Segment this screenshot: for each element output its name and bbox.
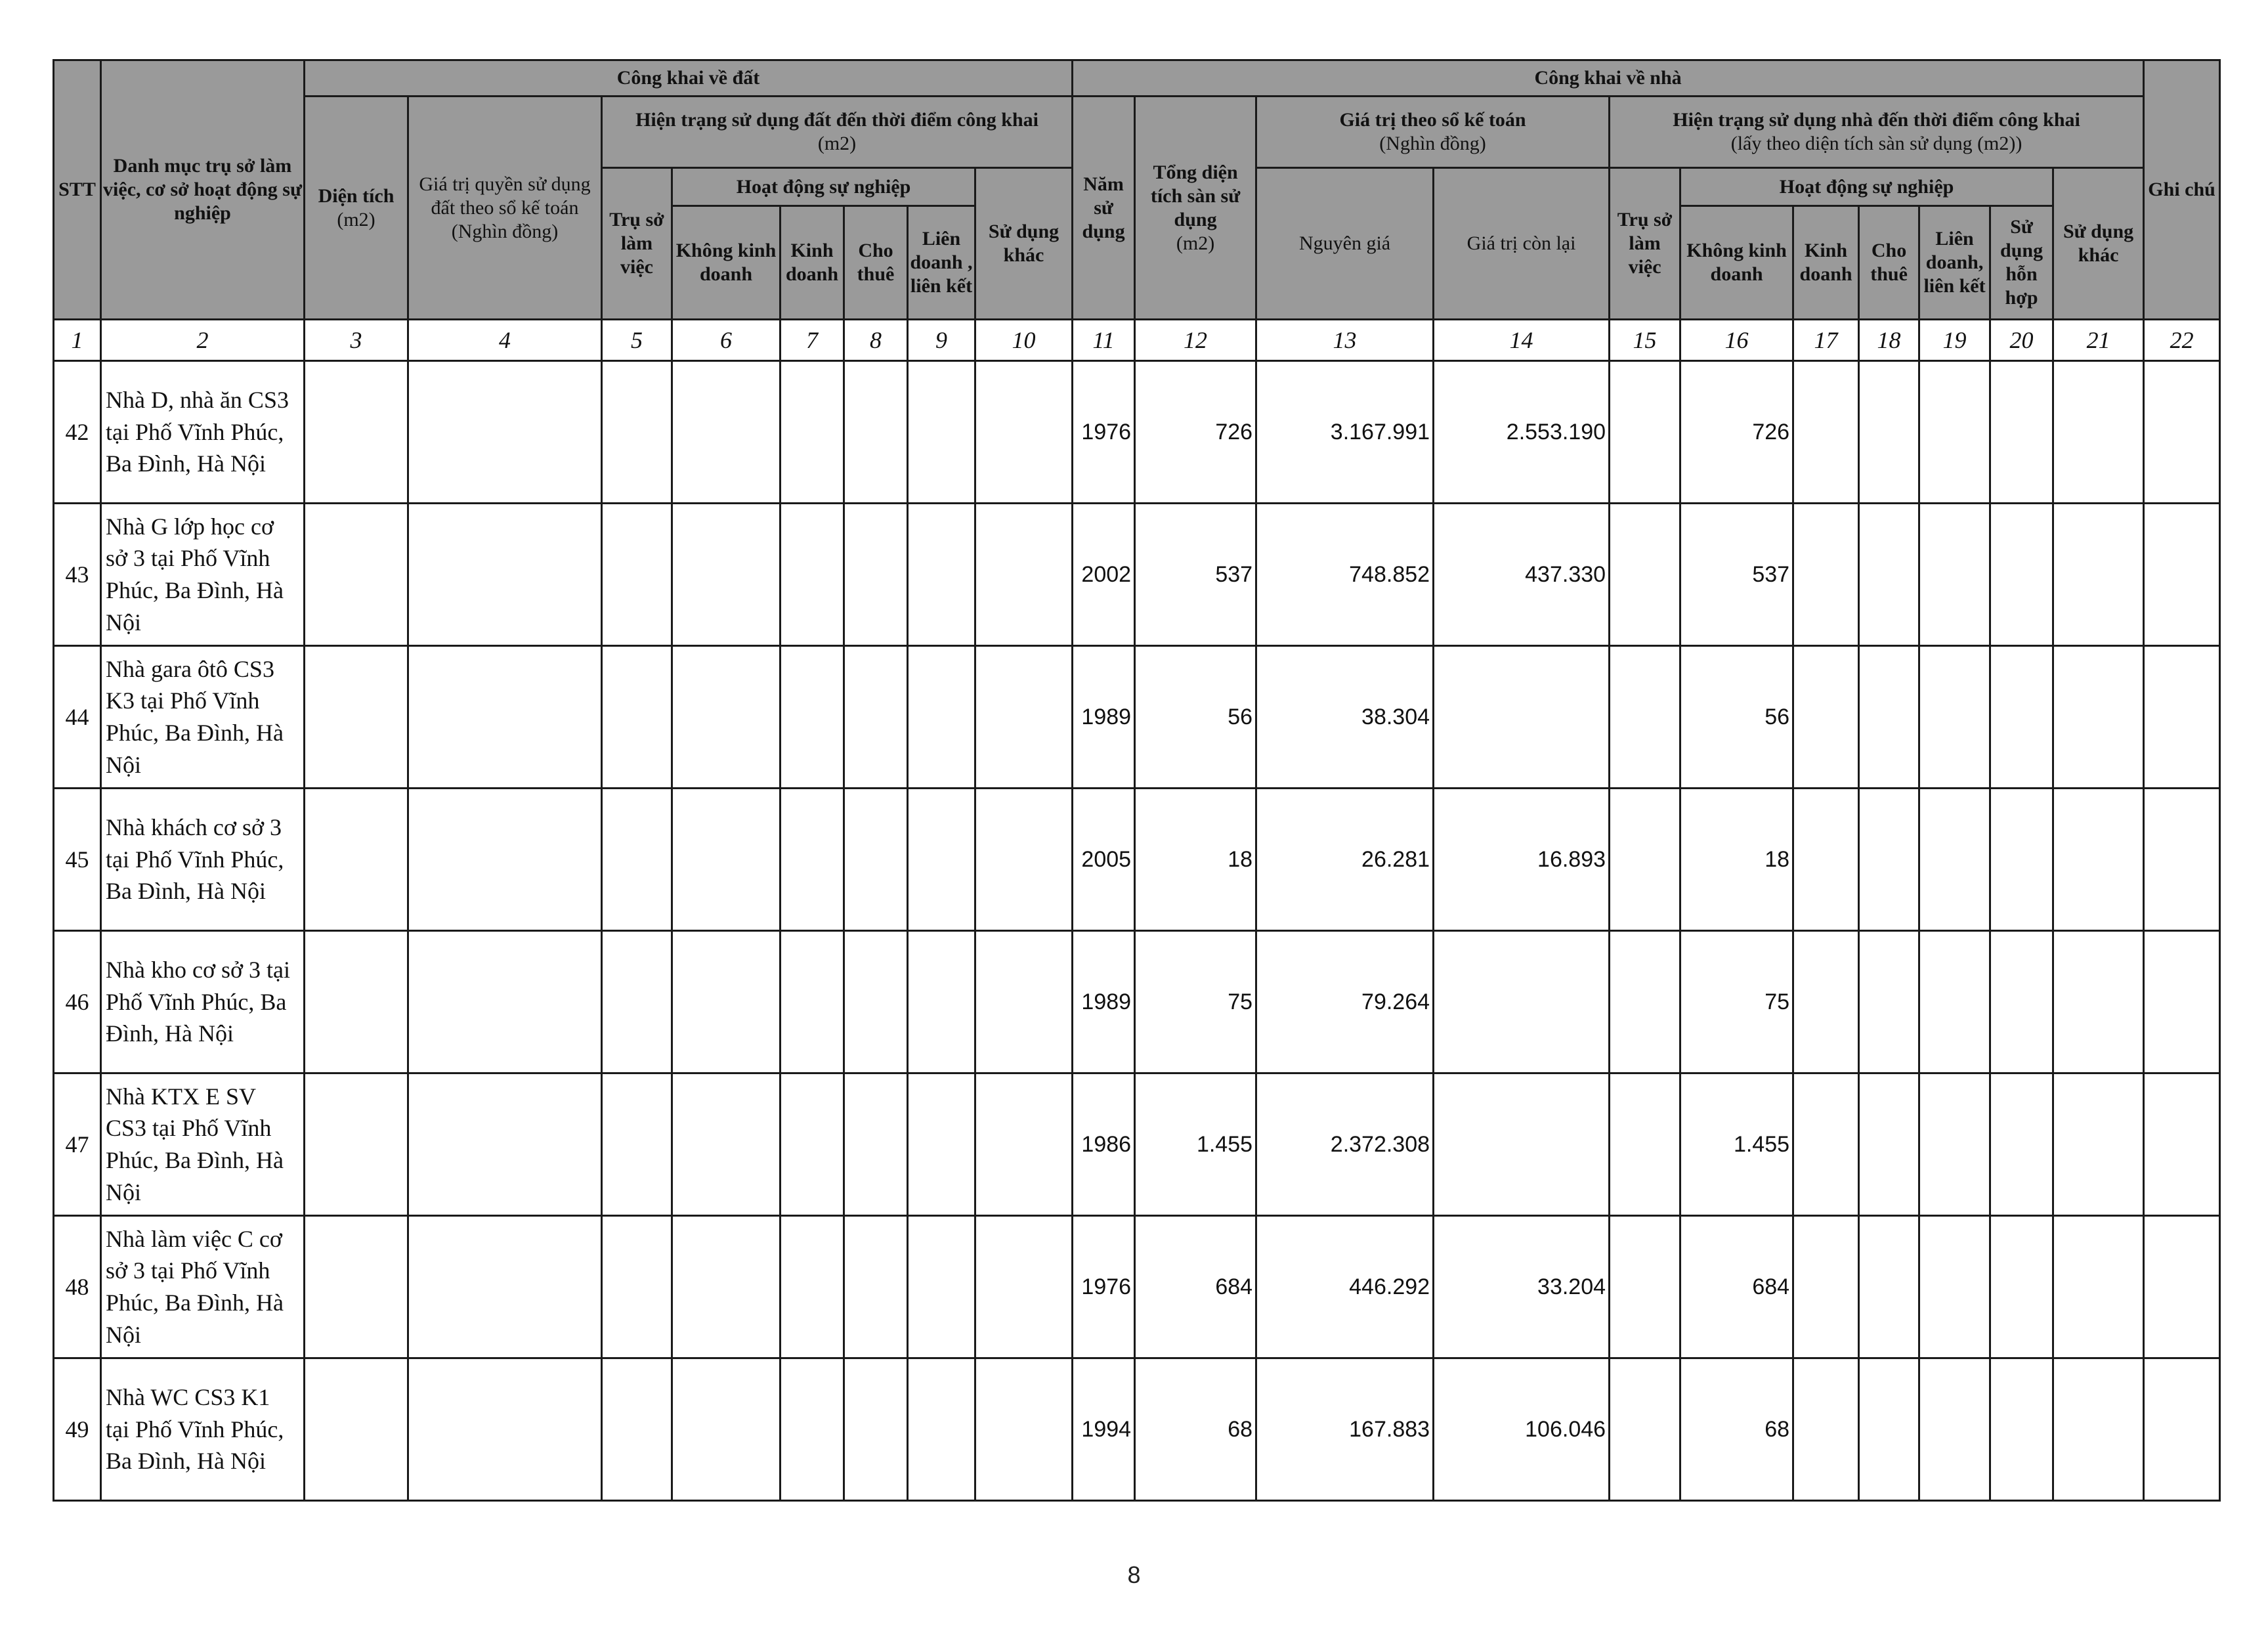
cell-dat-su-dung-khac	[975, 1073, 1073, 1216]
header-nha-lien-doanh: Liên doanh, liên kết	[1919, 206, 1990, 320]
cell-nha-lien-doanh	[1919, 646, 1990, 789]
header-gia-tri-so-ke-toan	[1256, 97, 1610, 168]
header-dien-tich-unit: (m2)	[337, 208, 375, 230]
column-number: 8	[844, 320, 908, 361]
cell-gia-tri-quyen	[408, 931, 602, 1073]
header-dat-tru-so: Trụ sở làm việc	[602, 168, 672, 320]
table-row	[54, 1073, 2220, 1216]
header-tong-dien-tich-unit: (m2)	[1176, 232, 1215, 254]
cell-stt: 44	[54, 646, 101, 789]
column-number: 15	[1610, 320, 1680, 361]
cell-nguyen-gia: 167.883	[1256, 1358, 1434, 1501]
column-number: 4	[408, 320, 602, 361]
cell-nha-kinh-doanh	[1793, 931, 1859, 1073]
cell-gia-tri-con-lai	[1434, 646, 1610, 789]
cell-ghi-chu	[2144, 1216, 2220, 1358]
cell-gia-tri-quyen	[408, 1358, 602, 1501]
cell-dat-su-dung-khac	[975, 931, 1073, 1073]
cell-name: Nhà KTX E SV CS3 tại Phố Vĩnh Phúc, Ba Đình, Hà Nội	[101, 1073, 305, 1216]
cell-dat-kinh-doanh	[781, 1073, 844, 1216]
table-row	[54, 789, 2220, 931]
cell-dat-cho-thue	[844, 1216, 908, 1358]
cell-nguyen-gia: 79.264	[1256, 931, 1434, 1073]
cell-nha-su-dung-hon-hop	[1990, 646, 2053, 789]
cell-dat-tru-so	[602, 1358, 672, 1501]
cell-stt: 47	[54, 1073, 101, 1216]
cell-dat-khong-kinh-doanh	[672, 1073, 781, 1216]
cell-dat-khong-kinh-doanh	[672, 1358, 781, 1501]
cell-nha-kinh-doanh	[1793, 504, 1859, 646]
column-number: 19	[1919, 320, 1990, 361]
cell-nha-tru-so	[1610, 1358, 1680, 1501]
column-number: 16	[1680, 320, 1793, 361]
cell-dat-kinh-doanh	[781, 646, 844, 789]
header-hien-trang-dat-unit: (m2)	[817, 133, 857, 154]
cell-nha-tru-so	[1610, 1073, 1680, 1216]
cell-dat-cho-thue	[844, 504, 908, 646]
cell-dien-tich	[305, 931, 408, 1073]
cell-dien-tich	[305, 504, 408, 646]
column-number: 5	[602, 320, 672, 361]
cell-name: Nhà gara ôtô CS3 K3 tại Phố Vĩnh Phúc, Ba Đình, Hà Nội	[101, 646, 305, 789]
cell-name: Nhà D, nhà ăn CS3 tại Phố Vĩnh Phúc, Ba Đình, Hà Nội	[101, 361, 305, 504]
table-row	[54, 504, 2220, 646]
cell-dien-tich	[305, 1073, 408, 1216]
cell-nam-su-dung: 1994	[1073, 1358, 1135, 1501]
table-body	[54, 361, 2220, 1501]
cell-nam-su-dung: 1976	[1073, 1216, 1135, 1358]
table-row	[54, 1216, 2220, 1358]
cell-nha-su-dung-khac	[2053, 931, 2144, 1073]
cell-dat-kinh-doanh	[781, 1216, 844, 1358]
header-dat-kinh-doanh: Kinh doanh	[781, 206, 844, 320]
column-number: 14	[1434, 320, 1610, 361]
cell-dat-tru-so	[602, 1073, 672, 1216]
cell-nha-su-dung-hon-hop	[1990, 1073, 2053, 1216]
cell-dat-khong-kinh-doanh	[672, 504, 781, 646]
cell-nam-su-dung: 2002	[1073, 504, 1135, 646]
column-number: 12	[1135, 320, 1256, 361]
cell-nha-kinh-doanh	[1793, 1358, 1859, 1501]
header-dat-hoat-dong: Hoạt động sự nghiệp	[672, 168, 975, 206]
cell-nguyen-gia: 26.281	[1256, 789, 1434, 931]
cell-gia-tri-quyen	[408, 361, 602, 504]
cell-nha-su-dung-khac	[2053, 1073, 2144, 1216]
header-nha-cho-thue: Cho thuê	[1859, 206, 1919, 320]
column-number: 9	[908, 320, 975, 361]
cell-dien-tich	[305, 1216, 408, 1358]
header-nguyen-gia: Nguyên giá	[1256, 168, 1434, 320]
cell-nha-khong-kinh-doanh: 56	[1680, 646, 1793, 789]
cell-tong-dien-tich: 56	[1135, 646, 1256, 789]
cell-nguyen-gia: 3.167.991	[1256, 361, 1434, 504]
cell-dat-khong-kinh-doanh	[672, 931, 781, 1073]
cell-ghi-chu	[2144, 1358, 2220, 1501]
cell-dien-tich	[305, 1358, 408, 1501]
cell-dat-su-dung-khac	[975, 646, 1073, 789]
cell-nha-su-dung-khac	[2053, 1358, 2144, 1501]
page-number: 8	[1127, 1561, 1141, 1588]
cell-dat-kinh-doanh	[781, 361, 844, 504]
header-ghi-chu: Ghi chú	[2144, 60, 2220, 320]
cell-dat-su-dung-khac	[975, 1358, 1073, 1501]
cell-nha-su-dung-khac	[2053, 646, 2144, 789]
column-number: 2	[101, 320, 305, 361]
cell-stt: 48	[54, 1216, 101, 1358]
cell-nam-su-dung: 2005	[1073, 789, 1135, 931]
header-gia-tri-quyen-unit: (Nghìn đồng)	[451, 220, 559, 242]
cell-nha-kinh-doanh	[1793, 361, 1859, 504]
table-header	[54, 60, 2220, 361]
column-number: 17	[1793, 320, 1859, 361]
header-nha-tru-so: Trụ sở làm việc	[1610, 168, 1680, 320]
column-number: 1	[54, 320, 101, 361]
cell-gia-tri-quyen	[408, 1216, 602, 1358]
cell-tong-dien-tich: 537	[1135, 504, 1256, 646]
cell-dien-tich	[305, 361, 408, 504]
header-cong-khai-dat: Công khai về đất	[305, 60, 1073, 97]
cell-nha-lien-doanh	[1919, 789, 1990, 931]
cell-nha-su-dung-hon-hop	[1990, 1358, 2053, 1501]
header-nha-su-dung-khac: Sử dụng khác	[2053, 168, 2144, 320]
cell-nha-cho-thue	[1859, 504, 1919, 646]
cell-nha-cho-thue	[1859, 1216, 1919, 1358]
cell-gia-tri-con-lai: 106.046	[1434, 1358, 1610, 1501]
header-gia-tri-so-ke-toan-label: Giá trị theo sổ kế toán	[1339, 109, 1526, 131]
cell-tong-dien-tich: 726	[1135, 361, 1256, 504]
header-hien-trang-dat	[602, 97, 1073, 168]
header-gia-tri-con-lai: Giá trị còn lại	[1434, 168, 1610, 320]
cell-dat-tru-so	[602, 504, 672, 646]
table-row	[54, 931, 2220, 1073]
cell-nha-khong-kinh-doanh: 75	[1680, 931, 1793, 1073]
cell-ghi-chu	[2144, 646, 2220, 789]
column-number: 10	[975, 320, 1073, 361]
cell-nha-su-dung-khac	[2053, 1216, 2144, 1358]
cell-nha-lien-doanh	[1919, 1073, 1990, 1216]
cell-dat-lien-doanh	[908, 1358, 975, 1501]
cell-dat-kinh-doanh	[781, 789, 844, 931]
cell-nha-lien-doanh	[1919, 1216, 1990, 1358]
header-nha-kinh-doanh: Kinh doanh	[1793, 206, 1859, 320]
cell-gia-tri-con-lai: 437.330	[1434, 504, 1610, 646]
cell-dat-su-dung-khac	[975, 504, 1073, 646]
header-tong-dien-tich-label: Tổng diện tích sàn sử dụng	[1150, 161, 1241, 230]
header-dat-cho-thue: Cho thuê	[844, 206, 908, 320]
column-number: 22	[2144, 320, 2220, 361]
cell-nha-khong-kinh-doanh: 18	[1680, 789, 1793, 931]
cell-dat-tru-so	[602, 361, 672, 504]
cell-nha-su-dung-hon-hop	[1990, 789, 2053, 931]
column-number: 18	[1859, 320, 1919, 361]
cell-nha-cho-thue	[1859, 1358, 1919, 1501]
cell-nha-khong-kinh-doanh: 537	[1680, 504, 1793, 646]
cell-dat-lien-doanh	[908, 361, 975, 504]
column-number: 6	[672, 320, 781, 361]
cell-name: Nhà WC CS3 K1 tại Phố Vĩnh Phúc, Ba Đình, Hà Nội	[101, 1358, 305, 1501]
cell-dat-lien-doanh	[908, 504, 975, 646]
cell-nam-su-dung: 1986	[1073, 1073, 1135, 1216]
header-dat-khong-kinh-doanh: Không kinh doanh	[672, 206, 781, 320]
cell-dat-lien-doanh	[908, 646, 975, 789]
cell-dat-khong-kinh-doanh	[672, 1216, 781, 1358]
cell-nha-tru-so	[1610, 646, 1680, 789]
cell-tong-dien-tich: 75	[1135, 931, 1256, 1073]
cell-ghi-chu	[2144, 504, 2220, 646]
cell-name: Nhà kho cơ sở 3 tại Phố Vĩnh Phúc, Ba Đình, Hà Nội	[101, 931, 305, 1073]
cell-tong-dien-tich: 18	[1135, 789, 1256, 931]
cell-nha-cho-thue	[1859, 361, 1919, 504]
cell-dat-cho-thue	[844, 361, 908, 504]
cell-dat-cho-thue	[844, 1073, 908, 1216]
header-cong-khai-nha: Công khai về nhà	[1073, 60, 2144, 97]
cell-dat-cho-thue	[844, 1358, 908, 1501]
cell-ghi-chu	[2144, 789, 2220, 931]
cell-gia-tri-con-lai: 16.893	[1434, 789, 1610, 931]
cell-name: Nhà khách cơ sở 3 tại Phố Vĩnh Phúc, Ba Đình, Hà Nội	[101, 789, 305, 931]
cell-dat-su-dung-khac	[975, 789, 1073, 931]
cell-dat-su-dung-khac	[975, 1216, 1073, 1358]
cell-stt: 46	[54, 931, 101, 1073]
cell-nam-su-dung: 1989	[1073, 931, 1135, 1073]
cell-nguyen-gia: 446.292	[1256, 1216, 1434, 1358]
column-number: 13	[1256, 320, 1434, 361]
cell-stt: 49	[54, 1358, 101, 1501]
cell-nha-cho-thue	[1859, 789, 1919, 931]
header-gia-tri-quyen-label: Giá trị quyền sử dụng đất theo sổ kế toán	[419, 173, 591, 219]
header-tong-dien-tich	[1135, 97, 1256, 320]
cell-nha-kinh-doanh	[1793, 1216, 1859, 1358]
cell-gia-tri-quyen	[408, 1073, 602, 1216]
cell-dien-tich	[305, 789, 408, 931]
cell-nam-su-dung: 1989	[1073, 646, 1135, 789]
cell-nha-lien-doanh	[1919, 1358, 1990, 1501]
header-gia-tri-quyen	[408, 97, 602, 320]
cell-dat-tru-so	[602, 789, 672, 931]
cell-nha-lien-doanh	[1919, 504, 1990, 646]
cell-nha-su-dung-khac	[2053, 789, 2144, 931]
cell-dat-cho-thue	[844, 931, 908, 1073]
cell-nha-su-dung-khac	[2053, 361, 2144, 504]
cell-dat-khong-kinh-doanh	[672, 361, 781, 504]
cell-dat-tru-so	[602, 1216, 672, 1358]
cell-ghi-chu	[2144, 931, 2220, 1073]
cell-nha-khong-kinh-doanh: 68	[1680, 1358, 1793, 1501]
header-hien-trang-nha	[1610, 97, 2144, 168]
cell-stt: 45	[54, 789, 101, 931]
cell-gia-tri-con-lai: 2.553.190	[1434, 361, 1610, 504]
cell-name: Nhà G lớp học cơ sở 3 tại Phố Vĩnh Phúc, Ba Đình, Hà Nội	[101, 504, 305, 646]
cell-nha-kinh-doanh	[1793, 1073, 1859, 1216]
table-row	[54, 361, 2220, 504]
table-row	[54, 1358, 2220, 1501]
cell-nha-lien-doanh	[1919, 931, 1990, 1073]
cell-gia-tri-quyen	[408, 646, 602, 789]
cell-nha-cho-thue	[1859, 1073, 1919, 1216]
cell-gia-tri-con-lai	[1434, 931, 1610, 1073]
cell-tong-dien-tich: 684	[1135, 1216, 1256, 1358]
header-dien-tich-label: Diện tích	[318, 184, 395, 207]
cell-dat-kinh-doanh	[781, 1358, 844, 1501]
header-dien-tich	[305, 97, 408, 320]
cell-dat-khong-kinh-doanh	[672, 646, 781, 789]
cell-nha-tru-so	[1610, 789, 1680, 931]
header-danh-muc: Danh mục trụ sở làm việc, cơ sở hoạt động sự nghiệp	[101, 60, 305, 320]
cell-nha-tru-so	[1610, 931, 1680, 1073]
cell-nha-su-dung-hon-hop	[1990, 1216, 2053, 1358]
cell-nha-khong-kinh-doanh: 726	[1680, 361, 1793, 504]
cell-dat-kinh-doanh	[781, 504, 844, 646]
column-number: 21	[2053, 320, 2144, 361]
header-hien-trang-nha-label: Hiện trạng sử dụng nhà đến thời điểm công khai	[1673, 109, 2080, 131]
cell-stt: 42	[54, 361, 101, 504]
header-hien-trang-dat-label: Hiện trạng sử dụng đất đến thời điểm công khai	[635, 109, 1038, 131]
cell-nha-su-dung-hon-hop	[1990, 504, 2053, 646]
cell-gia-tri-con-lai: 33.204	[1434, 1216, 1610, 1358]
cell-name: Nhà làm việc C cơ sở 3 tại Phố Vĩnh Phúc, Ba Đình, Hà Nội	[101, 1216, 305, 1358]
header-nha-khong-kinh-doanh: Không kinh doanh	[1680, 206, 1793, 320]
cell-nha-tru-so	[1610, 504, 1680, 646]
header-dat-su-dung-khac: Sử dụng khác	[975, 168, 1073, 320]
cell-dat-cho-thue	[844, 789, 908, 931]
cell-dat-lien-doanh	[908, 931, 975, 1073]
cell-dat-lien-doanh	[908, 789, 975, 931]
cell-nha-tru-so	[1610, 361, 1680, 504]
asset-disclosure-table	[53, 59, 2221, 1502]
header-dat-lien-doanh: Liên doanh , liên kết	[908, 206, 975, 320]
cell-nha-tru-so	[1610, 1216, 1680, 1358]
cell-nha-su-dung-khac	[2053, 504, 2144, 646]
cell-nha-khong-kinh-doanh: 1.455	[1680, 1073, 1793, 1216]
cell-dat-tru-so	[602, 931, 672, 1073]
cell-ghi-chu	[2144, 361, 2220, 504]
cell-dat-lien-doanh	[908, 1073, 975, 1216]
header-stt: STT	[54, 60, 101, 320]
header-nha-hoat-dong: Hoạt động sự nghiệp	[1680, 168, 2053, 206]
cell-tong-dien-tich: 1.455	[1135, 1073, 1256, 1216]
cell-nha-su-dung-hon-hop	[1990, 361, 2053, 504]
cell-ghi-chu	[2144, 1073, 2220, 1216]
cell-dat-kinh-doanh	[781, 931, 844, 1073]
column-number: 20	[1990, 320, 2053, 361]
cell-nha-cho-thue	[1859, 646, 1919, 789]
cell-stt: 43	[54, 504, 101, 646]
cell-gia-tri-quyen	[408, 504, 602, 646]
cell-dat-cho-thue	[844, 646, 908, 789]
cell-nguyen-gia: 2.372.308	[1256, 1073, 1434, 1216]
cell-nha-su-dung-hon-hop	[1990, 931, 2053, 1073]
cell-dat-khong-kinh-doanh	[672, 789, 781, 931]
cell-nha-khong-kinh-doanh: 684	[1680, 1216, 1793, 1358]
cell-nha-cho-thue	[1859, 931, 1919, 1073]
asset-disclosure-table-sheet	[53, 59, 2219, 1475]
column-number: 11	[1073, 320, 1135, 361]
cell-nha-kinh-doanh	[1793, 789, 1859, 931]
header-gia-tri-so-ke-toan-unit: (Nghìn đồng)	[1379, 133, 1486, 154]
cell-tong-dien-tich: 68	[1135, 1358, 1256, 1501]
column-number: 7	[781, 320, 844, 361]
cell-dat-tru-so	[602, 646, 672, 789]
cell-nha-lien-doanh	[1919, 361, 1990, 504]
table-row	[54, 646, 2220, 789]
cell-dat-lien-doanh	[908, 1216, 975, 1358]
header-hien-trang-nha-unit: (lấy theo diện tích sàn sử dụng (m2))	[1730, 133, 2022, 154]
header-nam-su-dung: Năm sử dụng	[1073, 97, 1135, 320]
cell-dien-tich	[305, 646, 408, 789]
cell-nguyen-gia: 748.852	[1256, 504, 1434, 646]
cell-nguyen-gia: 38.304	[1256, 646, 1434, 789]
cell-gia-tri-quyen	[408, 789, 602, 931]
header-nha-su-dung-hon-hop: Sử dụng hỗn hợp	[1990, 206, 2053, 320]
cell-dat-su-dung-khac	[975, 361, 1073, 504]
cell-nam-su-dung: 1976	[1073, 361, 1135, 504]
cell-gia-tri-con-lai	[1434, 1073, 1610, 1216]
column-number: 3	[305, 320, 408, 361]
column-number-row	[54, 320, 2220, 361]
cell-nha-kinh-doanh	[1793, 646, 1859, 789]
